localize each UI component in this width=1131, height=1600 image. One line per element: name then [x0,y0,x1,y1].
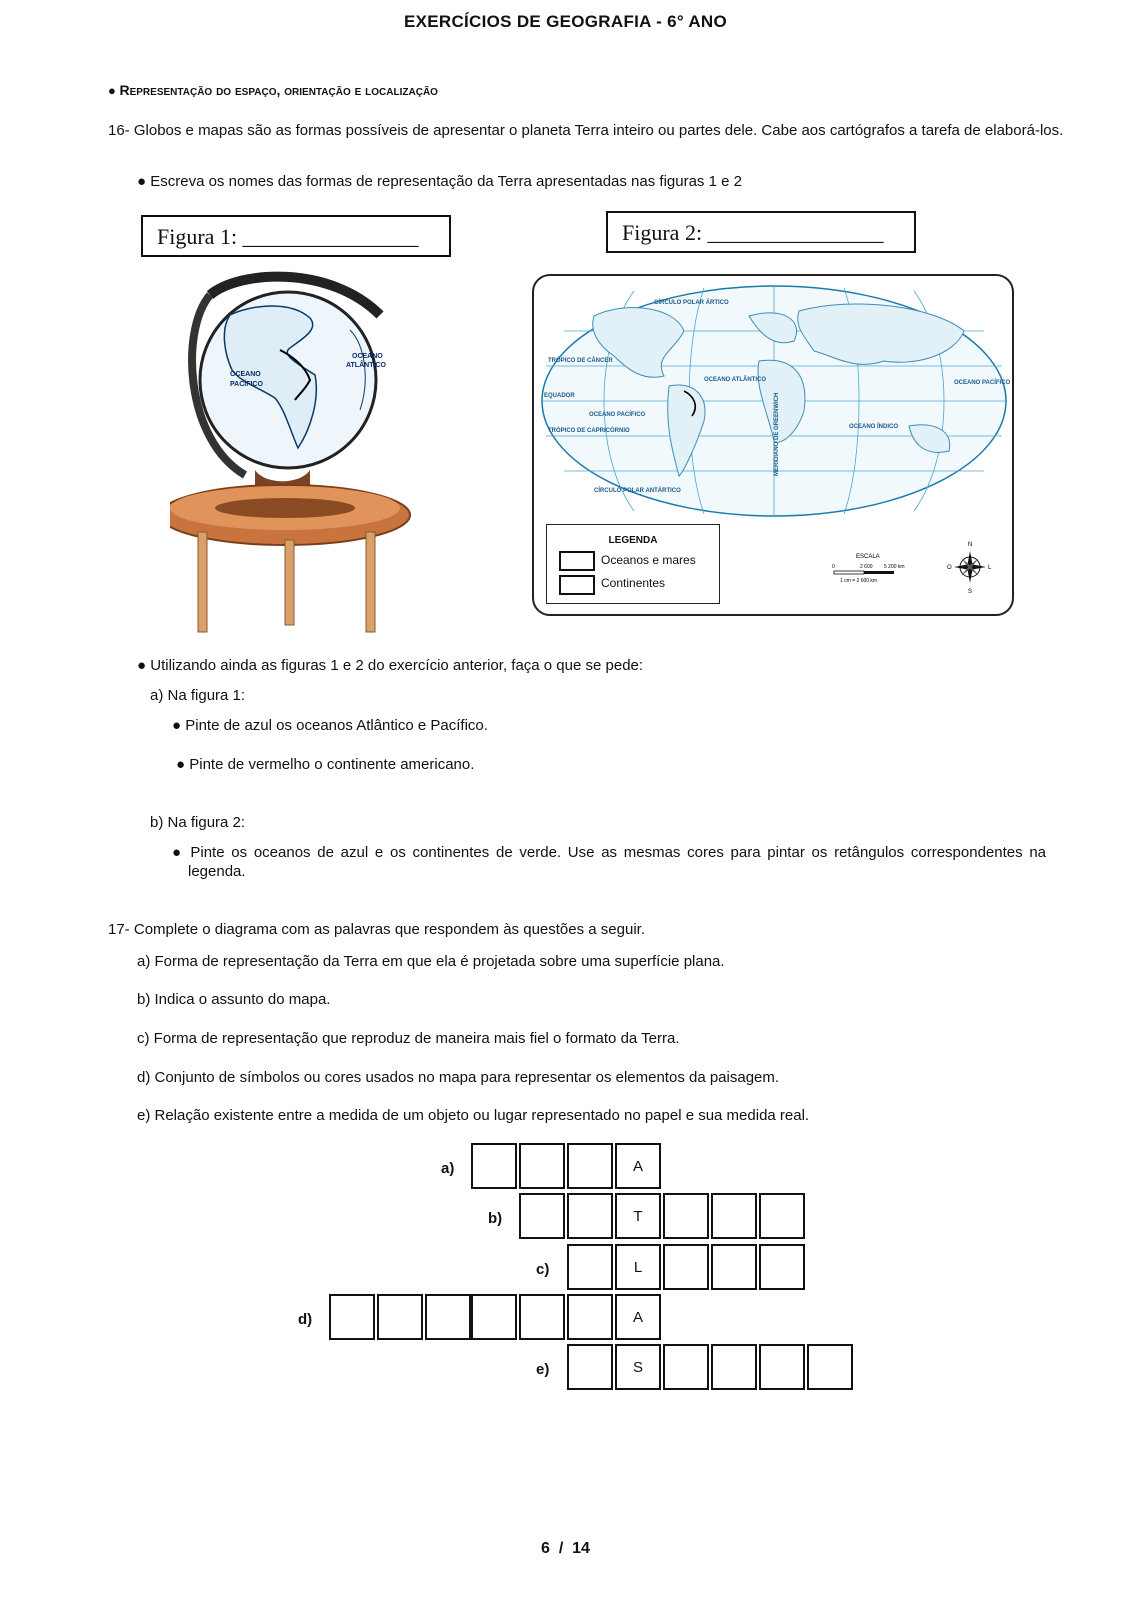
instruction-bullet-2 [137,656,643,675]
clue-c: c) Forma de representação que reproduz de maneira mais fiel o formato da Terra. [137,1030,680,1047]
map-label-antarctic: CÍRCULO POLAR ANTÁRTICO [594,488,681,494]
figure-2-label: Figura 2: ________________ [622,220,884,245]
map-label-indian: OCEANO ÍNDICO [849,424,899,430]
crossword-cell[interactable] [567,1143,613,1189]
item-a-task-1 [172,716,488,735]
bullet-icon: ● [108,83,116,98]
item-b-label: b) Na figura 2: [150,814,246,831]
compass-n: N [968,542,973,548]
globe-illustration [170,270,430,640]
map-label-atlantic: OCEANO ATLÂNTICO [704,377,766,383]
row-label-b: b) [488,1210,503,1227]
crossword-cell[interactable] [567,1294,613,1340]
crossword-key-cell[interactable]: L [615,1244,661,1290]
row-label-a: a) [441,1160,455,1177]
globe-label-pacific: OCEANO [230,371,261,378]
crossword-cell[interactable] [567,1244,613,1290]
map-label-equator: EQUADOR [544,393,575,399]
crossword-cell[interactable] [471,1143,517,1189]
legend-swatch-continents[interactable] [559,575,595,595]
crossword-cell[interactable] [519,1193,565,1239]
crossword-cell[interactable] [711,1244,757,1290]
crossword-key-cell[interactable]: T [615,1193,661,1239]
map-label-cancer: TRÓPICO DE CÂNCER [548,358,613,364]
crossword-cell[interactable] [711,1344,757,1390]
instruction-text-2: Utilizando ainda as figuras 1 e 2 do exercício anterior, faça o que se pede: [150,657,644,674]
legend-swatch-oceans[interactable] [559,551,595,571]
crossword-cell[interactable] [567,1344,613,1390]
question-16 [108,121,1078,140]
figure-1-answer-box[interactable] [141,215,451,257]
globe-label-atlantic-2: ATLÂNTICO [346,362,386,369]
bullet-icon: ● [137,173,147,190]
crossword-cell[interactable] [471,1294,517,1340]
scale-end: 5 200 km [884,564,905,570]
compass-w: O [947,565,952,571]
instruction-text: Escreva os nomes das formas de representação da Terra apresentadas nas figuras 1 e 2 [150,173,742,190]
item-a-task-2 [176,755,474,774]
globe-label-atlantic: OCEANO [352,353,383,360]
clue-b: b) Indica o assunto do mapa. [137,991,331,1008]
bullet-icon: ● [172,844,184,861]
bullet-icon: ● [172,717,182,734]
item-a-label: a) Na figura 1: [150,687,246,704]
map-label-capricorn: TRÓPICO DE CAPRICÓRNIO [548,428,630,434]
section-heading [108,82,438,98]
row-label-c: c) [536,1261,550,1278]
map-label-pacific-right: OCEANO PACÍFICO [954,380,1011,386]
figure-2-answer-box[interactable] [606,211,916,253]
instruction-bullet [137,172,742,191]
crossword-cell[interactable] [663,1244,709,1290]
crossword-cell[interactable] [759,1244,805,1290]
map-legend [546,524,720,604]
clue-a: a) Forma de representação da Terra em que ela é projetada sobre uma superfície plana. [137,953,725,970]
crossword-cell[interactable] [807,1344,853,1390]
compass-s: S [968,589,973,594]
crossword-key-cell[interactable]: A [615,1143,661,1189]
crossword-key-cell[interactable]: S [615,1344,661,1390]
scale-mid: 2 600 [860,564,873,570]
crossword-cell[interactable] [519,1143,565,1189]
section-title: Representação do espaço, orientação e localização [119,82,438,98]
crossword-cell[interactable] [425,1294,471,1340]
crossword-cell[interactable] [377,1294,423,1340]
legend-label-continents: Continentes [601,576,666,590]
page-number: 6 / 14 [541,1540,590,1557]
row-label-e: e) [536,1361,550,1378]
question-17 [108,920,645,939]
scale-title: ESCALA [856,554,880,560]
question-text: Globos e mapas são as formas possíveis de apresentar o planeta Terra inteiro ou partes dele. Cabe aos cartógrafos a tarefa de elaborá-los. [133,122,1064,139]
legend-title: LEGENDA [608,535,658,546]
clue-d: d) Conjunto de símbolos ou cores usados no mapa para representar os elementos da paisagem. [137,1069,780,1086]
figure-1-label: Figura 1: ________________ [157,224,419,249]
question-number: 17- [108,921,130,938]
map-scale [824,548,924,592]
scale-zero: 0 [832,564,835,570]
world-map-projection [534,276,1012,526]
map-label-pacific-left: OCEANO PACÍFICO [589,412,646,418]
crossword-cell[interactable] [329,1294,375,1340]
crossword-cell[interactable] [711,1193,757,1239]
question-text: Complete o diagrama com as palavras que respondem às questões a seguir. [133,921,645,938]
bullet-icon: ● [137,657,147,674]
crossword-cell[interactable] [663,1193,709,1239]
row-label-d: d) [298,1311,313,1328]
map-label-meridian: MERIDIANO DE GREENWICH [774,392,780,476]
page-title: EXERCÍCIOS DE GEOGRAFIA - 6° ANO [403,12,728,31]
crossword-key-cell[interactable]: A [615,1294,661,1340]
item-a-task-2-text: Pinte de vermelho o continente americano. [189,756,475,773]
world-map-figure [532,274,1014,616]
clue-e: e) Relação existente entre a medida de um objeto ou lugar representado no papel e sua medida real. [137,1107,810,1124]
item-b-task-1-text: Pinte os oceanos de azul e os continentes de verde. Use as mesmas cores para pintar os retângulos correspondentes na legenda. [188,844,1047,880]
map-label-arctic: CÍRCULO POLAR ÁRTICO [654,300,729,306]
item-b-task-1 [172,843,1046,881]
bullet-icon: ● [176,756,186,773]
legend-label-oceans: Oceanos e mares [601,553,696,567]
crossword-cell[interactable] [663,1344,709,1390]
crossword-cell[interactable] [567,1193,613,1239]
globe-label-pacific-2: PACÍFICO [230,381,263,388]
crossword-cell[interactable] [759,1344,805,1390]
item-a-task-1-text: Pinte de azul os oceanos Atlântico e Pacífico. [185,717,488,734]
compass-rose-icon [946,538,994,594]
crossword-cell[interactable] [759,1193,805,1239]
crossword-cell[interactable] [519,1294,565,1340]
question-number: 16- [108,122,130,139]
scale-note: 1 cm = 2 600 km [840,578,878,584]
compass-e: L [988,565,992,571]
